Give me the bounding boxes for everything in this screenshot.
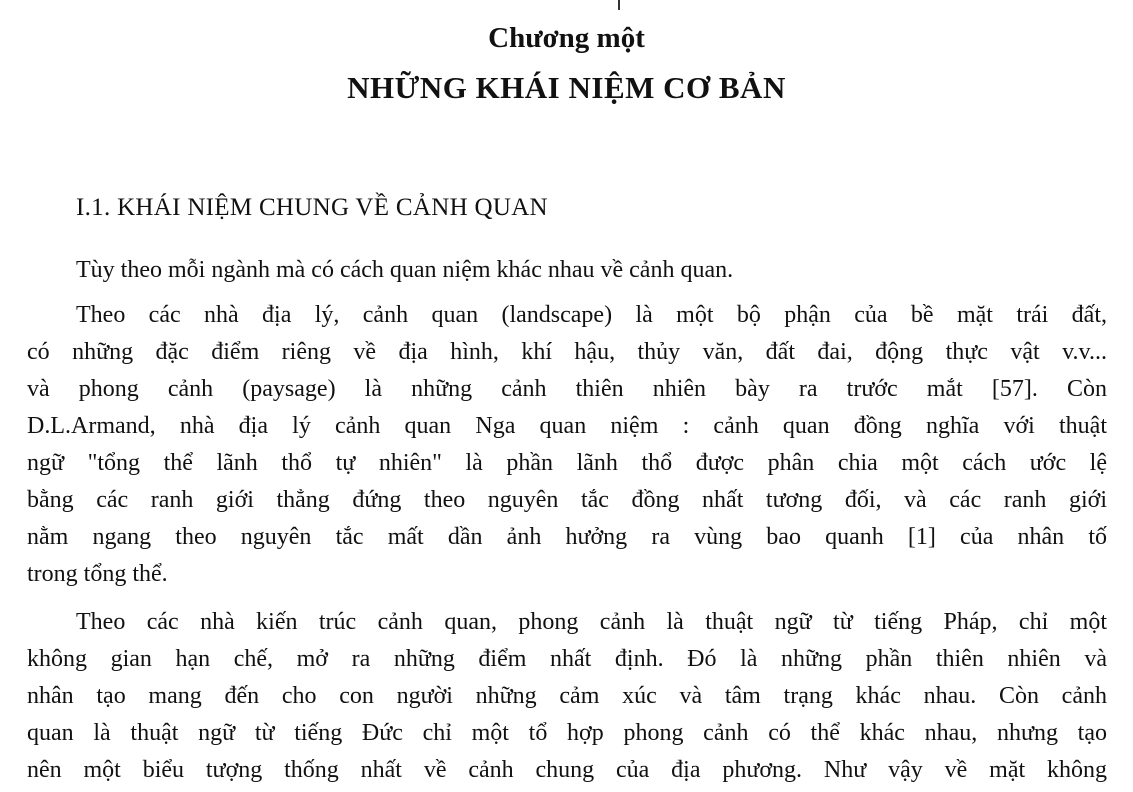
paragraph-line: quan là thuật ngữ từ tiếng Đức chỉ một tổ hợp phong cảnh có thể khác nhau, nhưng tạo <box>27 720 1107 746</box>
chapter-label: Chương một <box>488 22 645 54</box>
paragraph-line: nằm ngang theo nguyên tắc mất dần ảnh hưởng ra vùng bao quanh [1] của nhân tố <box>27 524 1107 550</box>
paragraph-line: D.L.Armand, nhà địa lý cảnh quan Nga quan niệm : cảnh quan đồng nghĩa với thuật <box>27 413 1107 439</box>
section-heading: I.1. KHÁI NIỆM CHUNG VỀ CẢNH QUAN <box>76 194 548 221</box>
paragraph-line: có những đặc điểm riêng về địa hình, khí hậu, thủy văn, đất đai, động thực vật v.v... <box>27 339 1107 365</box>
paragraph-line: trong tổng thể. <box>27 561 168 587</box>
paragraph-line: nên một biểu tượng thống nhất về cảnh chung của địa phương. Như vậy về mặt không <box>27 757 1107 783</box>
paragraph-1 <box>27 252 1107 289</box>
paragraph-line: ngữ "tổng thể lãnh thổ tự nhiên" là phần lãnh thổ được phân chia một cách ước lệ <box>27 450 1107 476</box>
paragraph-line: Theo các nhà kiến trúc cảnh quan, phong cảnh là thuật ngữ từ tiếng Pháp, chỉ một <box>76 609 1107 635</box>
paragraph-line: Tùy theo mỗi ngành mà có cách quan niệm khác nhau về cảnh quan. <box>76 257 734 283</box>
paragraph-line: bằng các ranh giới thẳng đứng theo nguyên tắc đồng nhất tương đối, và các ranh giới <box>27 487 1107 513</box>
paragraph-line: Theo các nhà địa lý, cảnh quan (landscape) là một bộ phận của bề mặt trái đất, <box>76 302 1107 328</box>
paragraph-2 <box>27 297 1107 593</box>
paragraph-3 <box>27 604 1107 789</box>
page-edge-mark <box>618 0 620 10</box>
paragraph-line: nhân tạo mang đến cho con người những cảm xúc và tâm trạng khác nhau. Còn cảnh <box>27 683 1107 709</box>
paragraph-line: và phong cảnh (paysage) là những cảnh thiên nhiên bày ra trước mắt [57]. Còn <box>27 376 1107 402</box>
chapter-title: NHỮNG KHÁI NIỆM CƠ BẢN <box>347 70 786 105</box>
paragraph-line: không gian hạn chế, mở ra những điểm nhất định. Đó là những phần thiên nhiên và <box>27 646 1107 672</box>
